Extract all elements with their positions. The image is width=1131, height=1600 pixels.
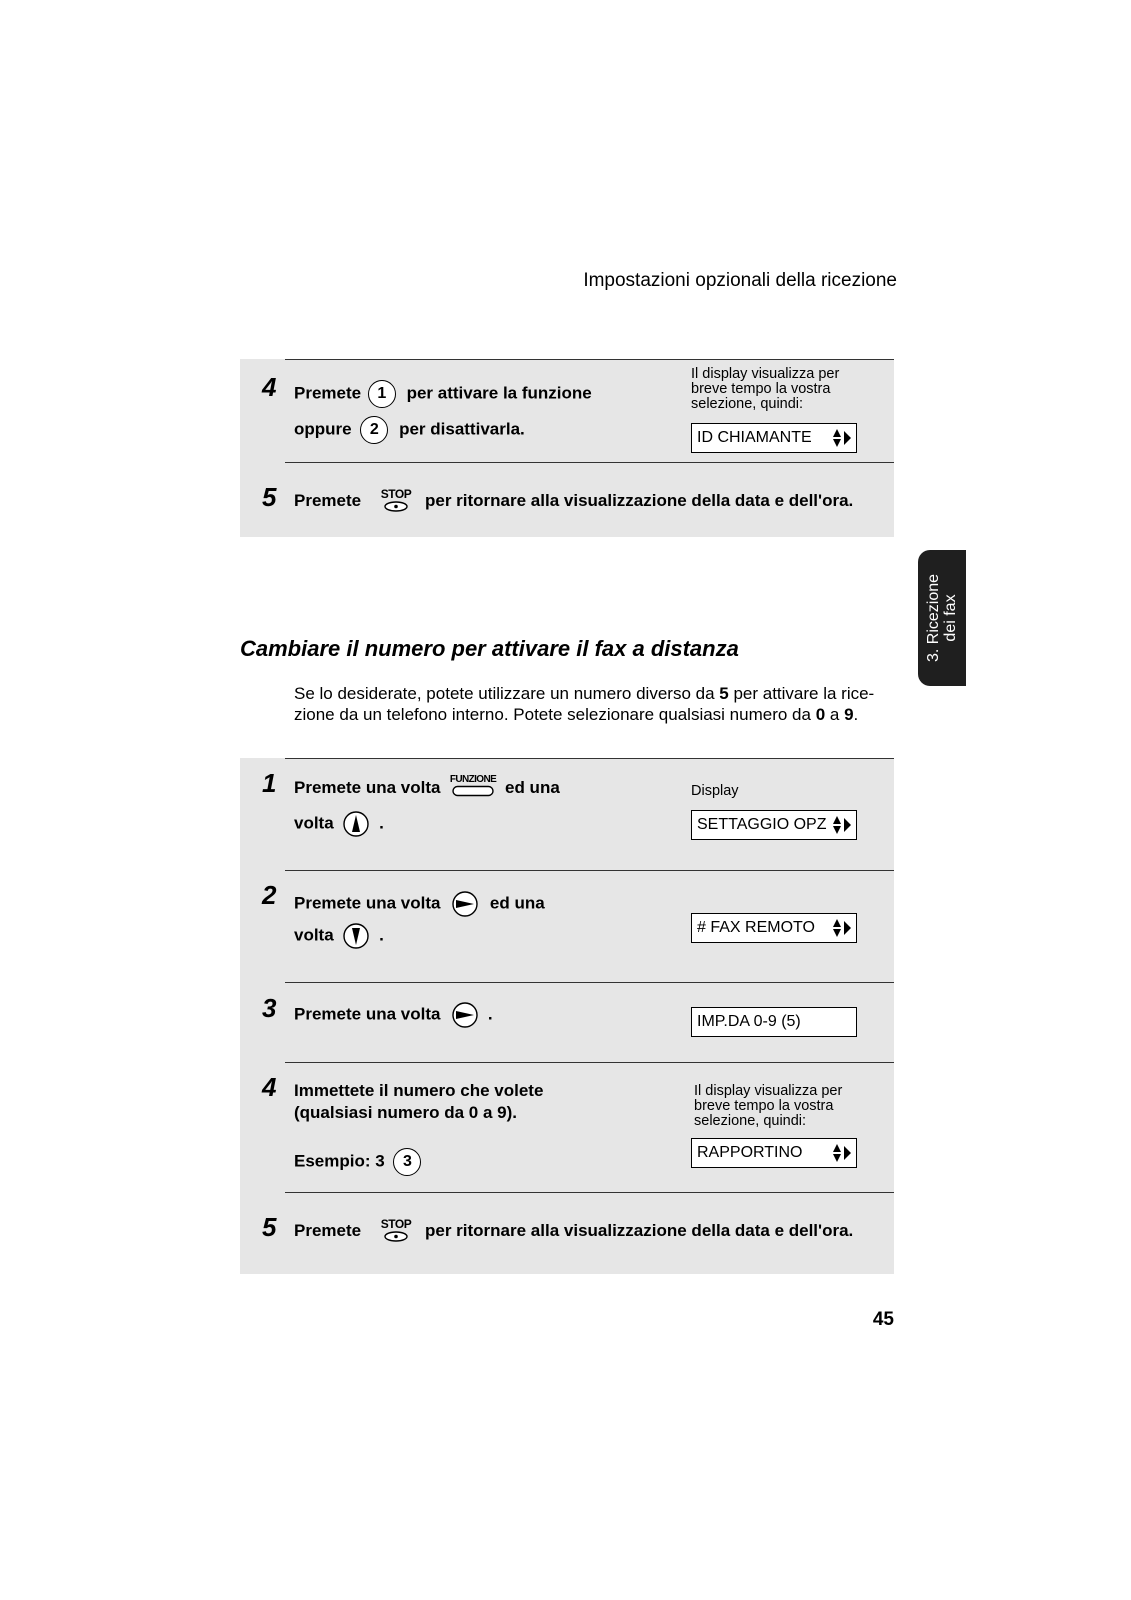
step-text: volta . (294, 922, 384, 950)
section-heading: Cambiare il numero per attivare il fax a distanza (240, 636, 739, 661)
lcd-display: SETTAGGIO OPZ (691, 810, 857, 840)
step-text: ed una (505, 778, 560, 797)
step-text: Premete una volta ed una (294, 890, 545, 918)
step-number: 4 (262, 372, 277, 402)
divider (285, 870, 894, 871)
step-number: 3 (262, 993, 277, 1023)
display-note: Il display visualizza per breve tempo la vostra selezione, quindi: (691, 366, 840, 412)
page-number: 45 (872, 1309, 894, 1330)
up-down-arrows-icon (832, 1143, 852, 1163)
funzione-key-icon: FUNZIONE (448, 774, 498, 802)
display-note: Display (691, 783, 739, 799)
step-text: volta . (294, 810, 384, 838)
step-number: 5 (262, 1212, 277, 1242)
stop-key-icon: STOP (379, 1217, 413, 1245)
running-head: Impostazioni opzionali della ricezione (583, 270, 897, 291)
lcd-display: # FAX REMOTO (691, 913, 857, 943)
key-1-icon: 1 (368, 380, 396, 408)
step-text: (qualsiasi numero da 0 a 9). (294, 1103, 517, 1122)
right-arrow-key-icon (451, 1001, 479, 1029)
step-text: Premete (294, 491, 362, 510)
step-text: Premete (294, 1221, 362, 1240)
lcd-display: IMP.DA 0-9 (5) (691, 1007, 857, 1037)
step-text: Premete una volta . (294, 1001, 493, 1029)
display-note: Il display visualizza per breve tempo la vostra selezione, quindi: (694, 1083, 843, 1129)
step-number: 2 (262, 880, 277, 910)
intro-paragraph: Se lo desiderate, potete utilizzare un numero diverso da 5 per attivare la rice- zione da un telefono interno. Potete selezionare qualsiasi numero da 0 a 9. (294, 684, 875, 724)
up-down-arrows-icon (832, 815, 852, 835)
step-text: Premete una volta (294, 778, 441, 797)
step-text: per ritornare alla visualizzazione della data e dell'ora. (425, 1221, 854, 1240)
down-arrow-key-icon (342, 922, 370, 950)
divider (285, 1192, 894, 1193)
up-down-arrows-icon (832, 918, 852, 938)
key-3-icon: 3 (393, 1148, 421, 1176)
step-text: per ritornare alla visualizzazione della data e dell'ora. (425, 491, 854, 510)
divider (285, 462, 894, 463)
divider (285, 758, 894, 759)
step-text: Immettete il numero che volete (294, 1081, 544, 1100)
step-number: 4 (262, 1072, 277, 1102)
step-text: Esempio: 3 3 (294, 1148, 421, 1176)
lcd-display: ID CHIAMANTE (691, 423, 857, 453)
step-number: 1 (262, 768, 277, 798)
divider (285, 1062, 894, 1063)
step-text: Premete 1 per attivare la funzione (294, 380, 592, 408)
chapter-tab: 3. Ricezione dei fax (918, 550, 966, 686)
step-text: oppure 2 per disattivarla. (294, 416, 525, 444)
key-2-icon: 2 (360, 416, 388, 444)
up-down-arrows-icon (832, 428, 852, 448)
up-arrow-key-icon (342, 810, 370, 838)
lcd-display: RAPPORTINO (691, 1138, 857, 1168)
stop-key-icon: STOP (379, 487, 413, 515)
divider (285, 982, 894, 983)
right-arrow-key-icon (451, 890, 479, 918)
divider (285, 359, 894, 360)
step-number: 5 (262, 482, 277, 512)
